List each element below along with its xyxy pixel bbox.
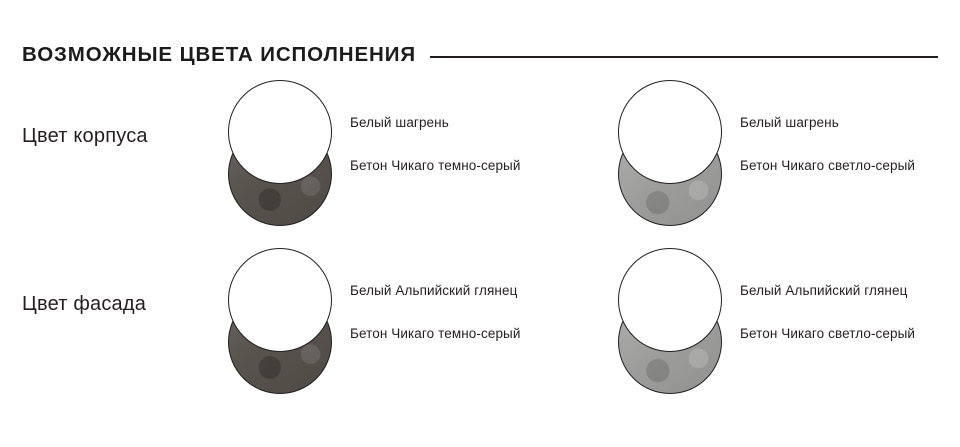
swatch-circles — [228, 248, 336, 388]
swatch-labels — [350, 248, 650, 398]
swatch-label-bottom: Бетон Чикаго темно-серый — [350, 326, 521, 341]
swatch-label-top: Белый шагрень — [740, 115, 839, 130]
swatch-circle-white-shagreen[interactable] — [618, 80, 722, 184]
row-label-facade-color: Цвет фасада — [22, 293, 147, 315]
swatch-label-top: Белый Альпийский глянец — [350, 283, 518, 298]
swatch-group-facade-light — [618, 248, 960, 398]
swatch-group-facade-dark — [228, 248, 648, 398]
swatch-label-top: Белый шагрень — [350, 115, 449, 130]
row-body-color — [0, 80, 960, 230]
swatch-labels — [740, 248, 960, 398]
swatch-labels — [740, 80, 960, 230]
swatch-circle-white-shagreen[interactable] — [228, 80, 332, 184]
row-facade-color — [0, 248, 960, 398]
swatch-circles — [618, 80, 726, 220]
row-label-body-color: Цвет корпуса — [22, 125, 148, 147]
swatch-circles — [228, 80, 336, 220]
swatch-circle-white-alpine-gloss[interactable] — [618, 248, 722, 352]
swatch-labels — [350, 80, 650, 230]
swatch-group-body-dark — [228, 80, 648, 230]
header-divider — [430, 56, 938, 58]
swatch-label-bottom: Бетон Чикаго светло-серый — [740, 326, 916, 341]
swatch-label-bottom: Бетон Чикаго темно-серый — [350, 158, 521, 173]
swatch-circles — [618, 248, 726, 388]
swatch-circle-white-alpine-gloss[interactable] — [228, 248, 332, 352]
diagram-header — [22, 40, 938, 70]
swatch-group-body-light — [618, 80, 960, 230]
swatch-label-bottom: Бетон Чикаго светло-серый — [740, 158, 916, 173]
page-title: ВОЗМОЖНЫЕ ЦВЕТА ИСПОЛНЕНИЯ — [22, 43, 417, 66]
swatch-label-top: Белый Альпийский глянец — [740, 283, 908, 298]
